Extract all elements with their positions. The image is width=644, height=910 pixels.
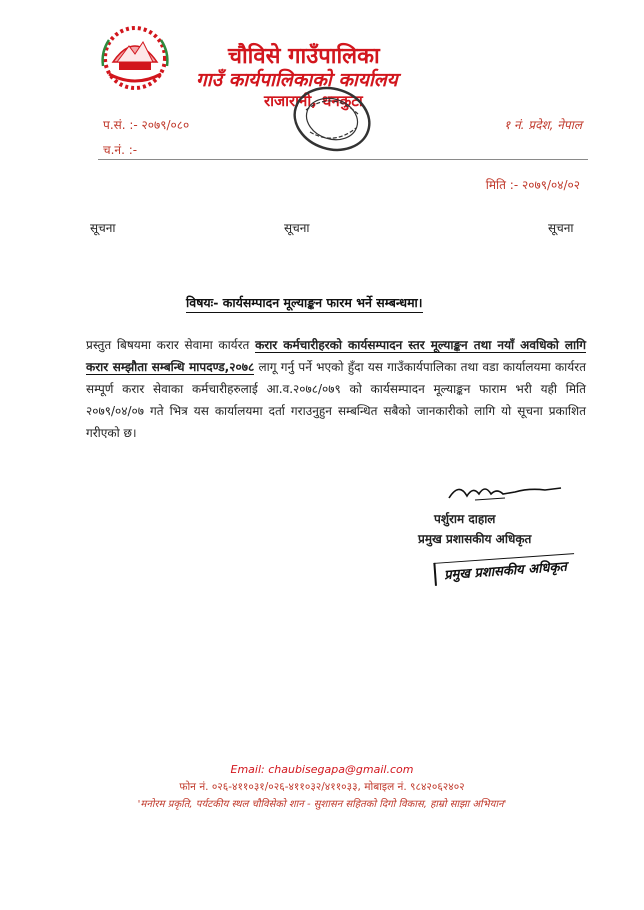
notice-heading: सूचना [548, 221, 574, 235]
issue-date: मिति :- २०७९/०४/०२ [485, 178, 580, 192]
body-highlight: करार कर्मचारीहरको कार्यसम्पादन स्तर मूल्याङ्कन तथा नयाँ अवधिको लागि करार सम्झौता सम्बन्धि मापदण्ड,२०७८ [86, 338, 586, 374]
subject-line: विषयः- कार्यसम्पादन मूल्याङ्कन फारम भर्ने सम्बन्धमा। [186, 294, 423, 313]
footer-email: Email: chaubisegapa@gmail.com [230, 763, 414, 776]
header-divider [98, 159, 588, 160]
footer-phone: फोन नं. ०२६-४११०३१/०२६-४११०३२/४११०३३, मोबाइल नं. ९८४२०६२४०२ [179, 781, 465, 793]
province-label: १ नं. प्रदेश, नेपाल [503, 118, 582, 132]
office-subtitle: गाउँ कार्यपालिकाको कार्यालय [196, 69, 398, 91]
handwritten-signature [445, 478, 565, 504]
footer-motto: 'मनोरम प्रकृति, पर्यटकीय स्थल चौविसेको शान - सुशासन सहितको दिगो विकास, हाम्रो साझा अभियान' [137, 799, 507, 810]
dispatch-number: च.नं. :- [103, 143, 138, 157]
notice-heading: सूचना [90, 221, 116, 235]
office-round-stamp [284, 80, 380, 158]
body-intro: प्रस्तुत बिषयमा करार सेवामा कार्यरत [86, 338, 256, 352]
notice-heading: सूचना [284, 221, 310, 235]
office-title: चौविसे गाउँपालिका [228, 44, 380, 69]
office-place: राजारानी, धनकुटा [264, 92, 363, 110]
designation-stamp: प्रमुख प्रशासकीय अधिकृत [433, 553, 575, 586]
body-rest: लागू गर्नु पर्ने भएको हुँदा यस गाउँकार्यपालिका तथा वडा कार्यालयमा कार्यरत सम्पूर्ण करार सेवाका कर्मचारीहरुलाई आ.व.२०७८/०७९ को कार्यसम्पादन मूल्याङ्कन फाराम भरी यही मिति २०७९/०४/०७ गते भित्र यस कार्यालयमा दर्ता गराउनुहुन सम्बन्धित सबैको जानकारीको लागि यो सूचना प्रकाशित गरीएको छ। [86, 360, 587, 440]
signatory-name: पर्शुराम दाहाल [434, 512, 496, 526]
signatory-title: प्रमुख प्रशासकीय अधिकृत [418, 532, 532, 546]
nepal-emblem-icon [95, 22, 177, 92]
notice-body [86, 334, 586, 444]
reference-number: प.सं. :- २०७९/०८० [103, 118, 190, 132]
